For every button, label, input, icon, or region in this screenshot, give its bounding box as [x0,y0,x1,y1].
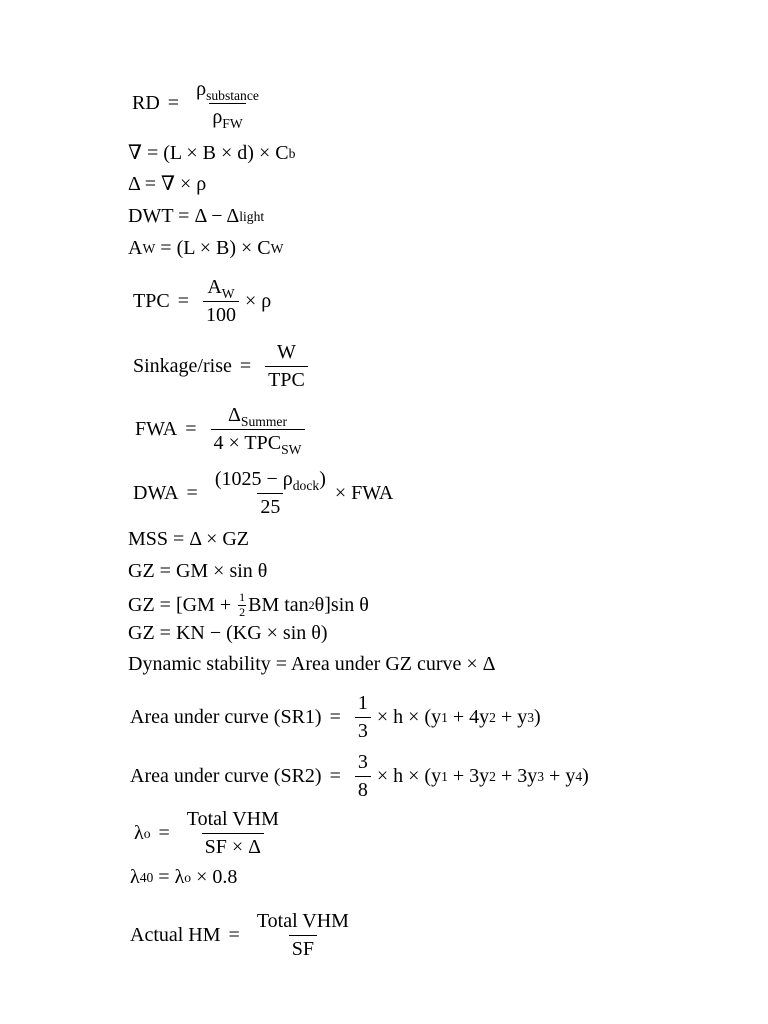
tpc-lhs: TPC [133,290,170,312]
half-fraction: $\frac{1}{2}$ [239,590,246,619]
sinkage-fraction: $\frac{W}{\text{TPC}}$ [265,341,308,392]
formula-sinkage [133,341,314,392]
fwa-lhs: FWA [135,418,178,440]
formula-dwt: DWT = Δ − Δ light [128,205,265,227]
dwa-tail: × FWA [334,482,394,504]
formula-gz-kn: GZ = KN − (KG × sin θ) [128,622,328,644]
volume-displacement-text: ∇ = (L × B × d) × C [128,142,289,164]
equals-sign: = [167,92,180,114]
formula-lambda-40: λ 40 = λ o × 0.8 [130,866,238,888]
formula-waterplane-area: A W = (L × B) × C W [128,237,284,259]
formula-simpsons-rule-1: Area under curve (SR1) = $\frac{1}{3}$ × h × (y 1 + 4y 2 + y 3 ) [130,692,541,742]
equals-sign: = [239,355,252,377]
formula-displacement [128,173,206,196]
formula-mss: MSS = Δ × GZ [128,528,250,550]
rd-fraction [193,78,262,129]
displacement-text: Δ = ∇ × ρ [128,173,207,195]
formula-relative-density [132,78,268,129]
formula-simpsons-rule-2: Area under curve (SR2) = $\frac{3}{8}$ × h × (y 1 + 3y 2 + 3y 3 + y 4 ) [130,751,589,801]
formula-dynamic-stability: Dynamic stability = Area under GZ curve × Δ [128,653,496,675]
rd-lhs: RD [132,92,160,114]
sr2-fraction: $\frac{3}{8}$ [355,751,371,802]
formula-dwa [133,468,393,519]
tpc-fraction: $\frac{A_W}{100}$ [203,276,239,327]
rd-denominator: $\rho_{FW}$ [209,103,245,129]
formula-tpc [133,276,271,327]
formula-gz-wall-sided: GZ = [GM + $\frac{1}{2}$ BM tan 2 θ]sin θ [128,590,369,619]
sr1-fraction: $\frac{1}{3}$ [355,692,371,743]
formula-lambda-zero: λ o = $\frac{\text{Total VHM}}{SF \times \Delta}$ [134,808,288,859]
equals-sign: = [177,290,189,312]
dwa-fraction: $\frac{(1025 - \rho_{dock})}{25}$ [214,468,326,518]
sinkage-lhs: Sinkage/rise [133,355,232,377]
formula-volume-displacement: ∇ = (L × B × d) × C b [128,142,296,164]
actual-hm-fraction: $\frac{\text{Total VHM}}{SF}$ [256,910,349,960]
formula-actual-hm: Actual HM = $\frac{\text{Total VHM}}{SF}$ [130,910,358,961]
fwa-fraction: $\frac{\Delta_{Summer}}{4 \times TPC_{SW}}$ [211,404,305,455]
formula-gz-small-angle: GZ = GM × sin θ [128,560,268,582]
equals-sign: = [186,482,198,504]
tpc-tail: × ρ [244,290,272,312]
lambda0-fraction: $\frac{\text{Total VHM}}{SF \times \Delta}$ [186,808,279,858]
formula-fwa [135,404,311,455]
dwt-text: DWT = Δ − Δ [128,205,240,227]
dwa-lhs: DWA [133,482,179,504]
equals-sign: = [185,418,197,440]
rd-numerator: $\rho_{substance}$ [196,78,259,103]
